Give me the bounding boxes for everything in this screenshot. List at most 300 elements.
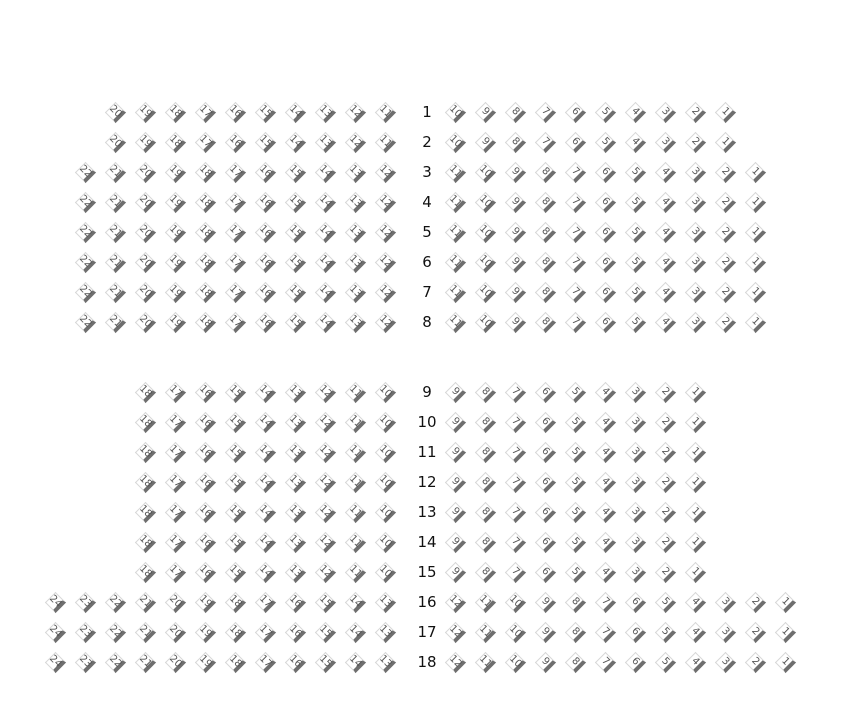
- seat[interactable]: [374, 471, 395, 492]
- seat[interactable]: [564, 381, 585, 402]
- seat[interactable]: [474, 311, 495, 332]
- seat[interactable]: [374, 411, 395, 432]
- seat[interactable]: [594, 381, 615, 402]
- seat[interactable]: [104, 621, 125, 642]
- seat[interactable]: [474, 471, 495, 492]
- seat[interactable]: [444, 311, 465, 332]
- seat[interactable]: [374, 281, 395, 302]
- seat[interactable]: [534, 591, 555, 612]
- seat[interactable]: [684, 441, 705, 462]
- seat[interactable]: [374, 191, 395, 212]
- seat[interactable]: [684, 471, 705, 492]
- seat[interactable]: [224, 471, 245, 492]
- seat[interactable]: [594, 471, 615, 492]
- seat[interactable]: [74, 191, 95, 212]
- seat[interactable]: [134, 471, 155, 492]
- seat[interactable]: [134, 381, 155, 402]
- seat[interactable]: [444, 621, 465, 642]
- seat[interactable]: [624, 561, 645, 582]
- seat[interactable]: [474, 561, 495, 582]
- seat[interactable]: [314, 281, 335, 302]
- seat[interactable]: [164, 411, 185, 432]
- seat[interactable]: [344, 191, 365, 212]
- seat[interactable]: [474, 411, 495, 432]
- seat[interactable]: [684, 311, 705, 332]
- seat[interactable]: [134, 161, 155, 182]
- seat[interactable]: [224, 381, 245, 402]
- seat[interactable]: [684, 381, 705, 402]
- seat[interactable]: [104, 161, 125, 182]
- seat[interactable]: [624, 621, 645, 642]
- seat[interactable]: [134, 561, 155, 582]
- seat[interactable]: [104, 591, 125, 612]
- seat[interactable]: [194, 501, 215, 522]
- seat[interactable]: [444, 131, 465, 152]
- seat[interactable]: [344, 591, 365, 612]
- seat[interactable]: [374, 311, 395, 332]
- seat[interactable]: [654, 651, 675, 672]
- seat[interactable]: [654, 131, 675, 152]
- seat[interactable]: [444, 561, 465, 582]
- seat[interactable]: [254, 161, 275, 182]
- seat[interactable]: [564, 251, 585, 272]
- seat[interactable]: [194, 441, 215, 462]
- seat[interactable]: [374, 531, 395, 552]
- seat[interactable]: [744, 251, 765, 272]
- seat[interactable]: [594, 281, 615, 302]
- seat[interactable]: [744, 651, 765, 672]
- seat[interactable]: [374, 591, 395, 612]
- seat[interactable]: [534, 251, 555, 272]
- seat[interactable]: [314, 251, 335, 272]
- seat[interactable]: [164, 531, 185, 552]
- seat[interactable]: [654, 561, 675, 582]
- seat[interactable]: [594, 311, 615, 332]
- seat[interactable]: [74, 311, 95, 332]
- seat[interactable]: [104, 191, 125, 212]
- seat[interactable]: [684, 191, 705, 212]
- seat[interactable]: [344, 381, 365, 402]
- seat[interactable]: [714, 591, 735, 612]
- seat[interactable]: [444, 591, 465, 612]
- seat[interactable]: [104, 311, 125, 332]
- seat[interactable]: [314, 591, 335, 612]
- seat[interactable]: [534, 381, 555, 402]
- seat[interactable]: [654, 161, 675, 182]
- seat[interactable]: [104, 251, 125, 272]
- seat[interactable]: [284, 531, 305, 552]
- seat[interactable]: [374, 561, 395, 582]
- seat[interactable]: [534, 531, 555, 552]
- seat[interactable]: [134, 311, 155, 332]
- seat[interactable]: [194, 251, 215, 272]
- seat[interactable]: [314, 381, 335, 402]
- seat[interactable]: [624, 411, 645, 432]
- seat[interactable]: [44, 651, 65, 672]
- seat[interactable]: [194, 161, 215, 182]
- seat[interactable]: [474, 191, 495, 212]
- seat[interactable]: [284, 441, 305, 462]
- seat[interactable]: [474, 101, 495, 122]
- seat[interactable]: [684, 281, 705, 302]
- seat[interactable]: [684, 561, 705, 582]
- seat[interactable]: [504, 131, 525, 152]
- seat[interactable]: [344, 251, 365, 272]
- seat[interactable]: [594, 101, 615, 122]
- seat[interactable]: [254, 441, 275, 462]
- seat[interactable]: [714, 311, 735, 332]
- seat[interactable]: [164, 471, 185, 492]
- seat[interactable]: [594, 651, 615, 672]
- seat[interactable]: [254, 381, 275, 402]
- seat[interactable]: [654, 471, 675, 492]
- seat[interactable]: [504, 101, 525, 122]
- seat[interactable]: [654, 281, 675, 302]
- seat[interactable]: [444, 651, 465, 672]
- seat[interactable]: [594, 161, 615, 182]
- seat[interactable]: [254, 411, 275, 432]
- seat[interactable]: [254, 221, 275, 242]
- seat[interactable]: [254, 651, 275, 672]
- seat[interactable]: [194, 311, 215, 332]
- seat[interactable]: [564, 531, 585, 552]
- seat[interactable]: [164, 191, 185, 212]
- seat[interactable]: [624, 281, 645, 302]
- seat[interactable]: [504, 471, 525, 492]
- seat[interactable]: [344, 281, 365, 302]
- seat[interactable]: [624, 651, 645, 672]
- seat[interactable]: [744, 221, 765, 242]
- seat[interactable]: [474, 281, 495, 302]
- seat[interactable]: [504, 221, 525, 242]
- seat[interactable]: [44, 621, 65, 642]
- seat[interactable]: [624, 381, 645, 402]
- seat[interactable]: [534, 191, 555, 212]
- seat[interactable]: [194, 621, 215, 642]
- seat[interactable]: [284, 561, 305, 582]
- seat[interactable]: [474, 531, 495, 552]
- seat[interactable]: [684, 161, 705, 182]
- seat[interactable]: [254, 591, 275, 612]
- seat[interactable]: [164, 281, 185, 302]
- seat[interactable]: [344, 131, 365, 152]
- seat[interactable]: [164, 221, 185, 242]
- seat[interactable]: [344, 561, 365, 582]
- seat[interactable]: [774, 621, 795, 642]
- seat[interactable]: [134, 411, 155, 432]
- seat[interactable]: [504, 411, 525, 432]
- seat[interactable]: [134, 621, 155, 642]
- seat[interactable]: [284, 311, 305, 332]
- seat[interactable]: [254, 101, 275, 122]
- seat[interactable]: [164, 251, 185, 272]
- seat[interactable]: [744, 591, 765, 612]
- seat[interactable]: [714, 651, 735, 672]
- seat[interactable]: [134, 651, 155, 672]
- seat[interactable]: [444, 411, 465, 432]
- seat[interactable]: [254, 471, 275, 492]
- seat[interactable]: [744, 281, 765, 302]
- seat[interactable]: [444, 531, 465, 552]
- seat[interactable]: [74, 591, 95, 612]
- seat[interactable]: [504, 621, 525, 642]
- seat[interactable]: [504, 531, 525, 552]
- seat[interactable]: [624, 191, 645, 212]
- seat[interactable]: [684, 411, 705, 432]
- seat[interactable]: [654, 221, 675, 242]
- seat[interactable]: [744, 191, 765, 212]
- seat[interactable]: [284, 651, 305, 672]
- seat[interactable]: [624, 251, 645, 272]
- seat[interactable]: [444, 101, 465, 122]
- seat[interactable]: [504, 651, 525, 672]
- seat[interactable]: [474, 161, 495, 182]
- seat[interactable]: [194, 531, 215, 552]
- seat[interactable]: [564, 561, 585, 582]
- seat[interactable]: [534, 131, 555, 152]
- seat[interactable]: [314, 531, 335, 552]
- seat[interactable]: [684, 531, 705, 552]
- seat[interactable]: [344, 501, 365, 522]
- seat[interactable]: [504, 311, 525, 332]
- seat[interactable]: [684, 221, 705, 242]
- seat[interactable]: [594, 531, 615, 552]
- seat[interactable]: [194, 471, 215, 492]
- seat[interactable]: [714, 281, 735, 302]
- seat[interactable]: [594, 561, 615, 582]
- seat[interactable]: [254, 311, 275, 332]
- seat[interactable]: [564, 591, 585, 612]
- seat[interactable]: [284, 591, 305, 612]
- seat[interactable]: [254, 561, 275, 582]
- seat[interactable]: [504, 561, 525, 582]
- seat[interactable]: [164, 651, 185, 672]
- seat[interactable]: [474, 381, 495, 402]
- seat[interactable]: [164, 161, 185, 182]
- seat[interactable]: [284, 411, 305, 432]
- seat[interactable]: [654, 621, 675, 642]
- seat[interactable]: [474, 591, 495, 612]
- seat[interactable]: [224, 251, 245, 272]
- seat[interactable]: [654, 501, 675, 522]
- seat[interactable]: [504, 251, 525, 272]
- seat[interactable]: [134, 191, 155, 212]
- seat[interactable]: [534, 441, 555, 462]
- seat[interactable]: [774, 651, 795, 672]
- seat[interactable]: [344, 471, 365, 492]
- seat[interactable]: [534, 651, 555, 672]
- seat[interactable]: [314, 561, 335, 582]
- seat[interactable]: [194, 561, 215, 582]
- seat[interactable]: [194, 101, 215, 122]
- seat[interactable]: [74, 221, 95, 242]
- seat[interactable]: [504, 281, 525, 302]
- seat[interactable]: [314, 621, 335, 642]
- seat[interactable]: [284, 161, 305, 182]
- seat[interactable]: [224, 311, 245, 332]
- seat[interactable]: [314, 441, 335, 462]
- seat[interactable]: [534, 561, 555, 582]
- seat[interactable]: [104, 131, 125, 152]
- seat[interactable]: [344, 311, 365, 332]
- seat[interactable]: [534, 101, 555, 122]
- seat[interactable]: [624, 311, 645, 332]
- seat[interactable]: [164, 311, 185, 332]
- seat[interactable]: [254, 531, 275, 552]
- seat[interactable]: [594, 591, 615, 612]
- seat[interactable]: [624, 161, 645, 182]
- seat[interactable]: [224, 191, 245, 212]
- seat[interactable]: [224, 621, 245, 642]
- seat[interactable]: [224, 501, 245, 522]
- seat[interactable]: [594, 251, 615, 272]
- seat[interactable]: [374, 251, 395, 272]
- seat[interactable]: [564, 441, 585, 462]
- seat[interactable]: [164, 591, 185, 612]
- seat[interactable]: [284, 381, 305, 402]
- seat[interactable]: [624, 101, 645, 122]
- seat[interactable]: [714, 251, 735, 272]
- seat[interactable]: [444, 161, 465, 182]
- seat[interactable]: [254, 501, 275, 522]
- seat[interactable]: [684, 131, 705, 152]
- seat[interactable]: [314, 311, 335, 332]
- seat[interactable]: [44, 591, 65, 612]
- seat[interactable]: [594, 441, 615, 462]
- seat[interactable]: [444, 471, 465, 492]
- seat[interactable]: [164, 561, 185, 582]
- seat[interactable]: [564, 161, 585, 182]
- seat[interactable]: [504, 591, 525, 612]
- seat[interactable]: [314, 161, 335, 182]
- seat[interactable]: [224, 161, 245, 182]
- seat[interactable]: [474, 131, 495, 152]
- seat[interactable]: [374, 131, 395, 152]
- seat[interactable]: [344, 161, 365, 182]
- seat[interactable]: [134, 101, 155, 122]
- seat[interactable]: [374, 101, 395, 122]
- seat[interactable]: [194, 381, 215, 402]
- seat[interactable]: [594, 621, 615, 642]
- seat[interactable]: [284, 621, 305, 642]
- seat[interactable]: [374, 621, 395, 642]
- seat[interactable]: [344, 651, 365, 672]
- seat[interactable]: [194, 191, 215, 212]
- seat[interactable]: [254, 621, 275, 642]
- seat[interactable]: [684, 651, 705, 672]
- seat[interactable]: [374, 381, 395, 402]
- seat[interactable]: [744, 621, 765, 642]
- seat[interactable]: [444, 281, 465, 302]
- seat[interactable]: [254, 281, 275, 302]
- seat[interactable]: [194, 651, 215, 672]
- seat[interactable]: [134, 441, 155, 462]
- seat[interactable]: [444, 441, 465, 462]
- seat[interactable]: [684, 101, 705, 122]
- seat[interactable]: [254, 251, 275, 272]
- seat[interactable]: [474, 251, 495, 272]
- seat[interactable]: [134, 531, 155, 552]
- seat[interactable]: [344, 411, 365, 432]
- seat[interactable]: [164, 441, 185, 462]
- seat[interactable]: [164, 381, 185, 402]
- seat[interactable]: [534, 621, 555, 642]
- seat[interactable]: [314, 471, 335, 492]
- seat[interactable]: [624, 591, 645, 612]
- seat[interactable]: [534, 281, 555, 302]
- seat[interactable]: [194, 281, 215, 302]
- seat[interactable]: [444, 221, 465, 242]
- seat[interactable]: [534, 311, 555, 332]
- seat[interactable]: [564, 621, 585, 642]
- seat[interactable]: [314, 101, 335, 122]
- seat[interactable]: [284, 471, 305, 492]
- seat[interactable]: [254, 191, 275, 212]
- seat[interactable]: [344, 531, 365, 552]
- seat[interactable]: [744, 311, 765, 332]
- seat[interactable]: [224, 531, 245, 552]
- seat[interactable]: [684, 251, 705, 272]
- seat[interactable]: [654, 101, 675, 122]
- seat[interactable]: [654, 411, 675, 432]
- seat[interactable]: [564, 471, 585, 492]
- seat[interactable]: [284, 251, 305, 272]
- seat[interactable]: [224, 561, 245, 582]
- seat[interactable]: [284, 131, 305, 152]
- seat[interactable]: [684, 591, 705, 612]
- seat[interactable]: [104, 221, 125, 242]
- seat[interactable]: [444, 381, 465, 402]
- seat[interactable]: [374, 441, 395, 462]
- seat[interactable]: [374, 501, 395, 522]
- seat[interactable]: [164, 131, 185, 152]
- seat[interactable]: [774, 591, 795, 612]
- seat[interactable]: [504, 381, 525, 402]
- seat[interactable]: [344, 221, 365, 242]
- seat[interactable]: [564, 651, 585, 672]
- seat[interactable]: [624, 471, 645, 492]
- seat[interactable]: [374, 651, 395, 672]
- seat[interactable]: [314, 411, 335, 432]
- seat[interactable]: [224, 281, 245, 302]
- seat[interactable]: [224, 221, 245, 242]
- seat[interactable]: [564, 281, 585, 302]
- seat[interactable]: [654, 441, 675, 462]
- seat[interactable]: [374, 161, 395, 182]
- seat[interactable]: [474, 221, 495, 242]
- seat[interactable]: [594, 131, 615, 152]
- seat[interactable]: [224, 651, 245, 672]
- seat[interactable]: [624, 131, 645, 152]
- seat[interactable]: [104, 281, 125, 302]
- seat[interactable]: [134, 131, 155, 152]
- seat[interactable]: [654, 591, 675, 612]
- seat[interactable]: [224, 591, 245, 612]
- seat[interactable]: [194, 411, 215, 432]
- seat[interactable]: [744, 161, 765, 182]
- seat[interactable]: [504, 441, 525, 462]
- seat[interactable]: [624, 501, 645, 522]
- seat[interactable]: [194, 131, 215, 152]
- seat[interactable]: [134, 251, 155, 272]
- seat[interactable]: [74, 281, 95, 302]
- seat[interactable]: [284, 501, 305, 522]
- seat[interactable]: [314, 191, 335, 212]
- seat[interactable]: [474, 621, 495, 642]
- seat[interactable]: [624, 441, 645, 462]
- seat[interactable]: [594, 411, 615, 432]
- seat[interactable]: [444, 501, 465, 522]
